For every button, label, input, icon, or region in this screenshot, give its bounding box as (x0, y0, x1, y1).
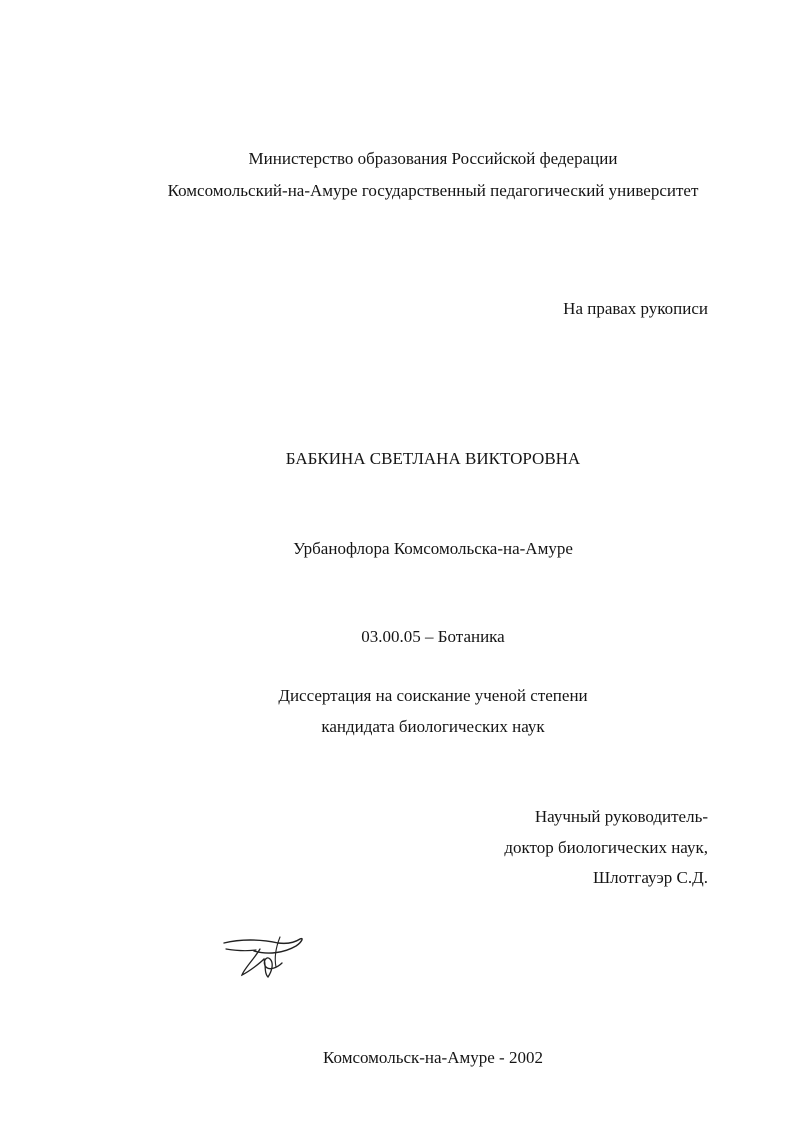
degree-line-1: Диссертация на соискание ученой степени (278, 686, 588, 705)
handwritten-signature-icon (220, 933, 310, 985)
degree-line-2: кандидата биологических наук (321, 717, 545, 736)
place-and-year: Комсомольск-на-Амуре - 2002 (323, 1048, 543, 1067)
author-name: БАБКИНА СВЕТЛАНА ВИКТОРОВНА (285, 449, 581, 468)
supervisor-role: Научный руководитель- (534, 807, 708, 826)
supervisor-rank: доктор биологических наук, (504, 838, 708, 857)
specialty-code: 03.00.05 – Ботаника (361, 627, 505, 646)
ministry-line: Министерство образования Российской федерации (248, 149, 618, 168)
manuscript-rights-label: На правах рукописи (563, 299, 708, 318)
dissertation-title: Урбанофлора Комсомольска-на-Амуре (293, 539, 573, 558)
supervisor-name: Шлотгауэр С.Д. (593, 868, 708, 887)
university-line: Комсомольский-на-Амуре государственный педагогический университет (167, 181, 699, 200)
